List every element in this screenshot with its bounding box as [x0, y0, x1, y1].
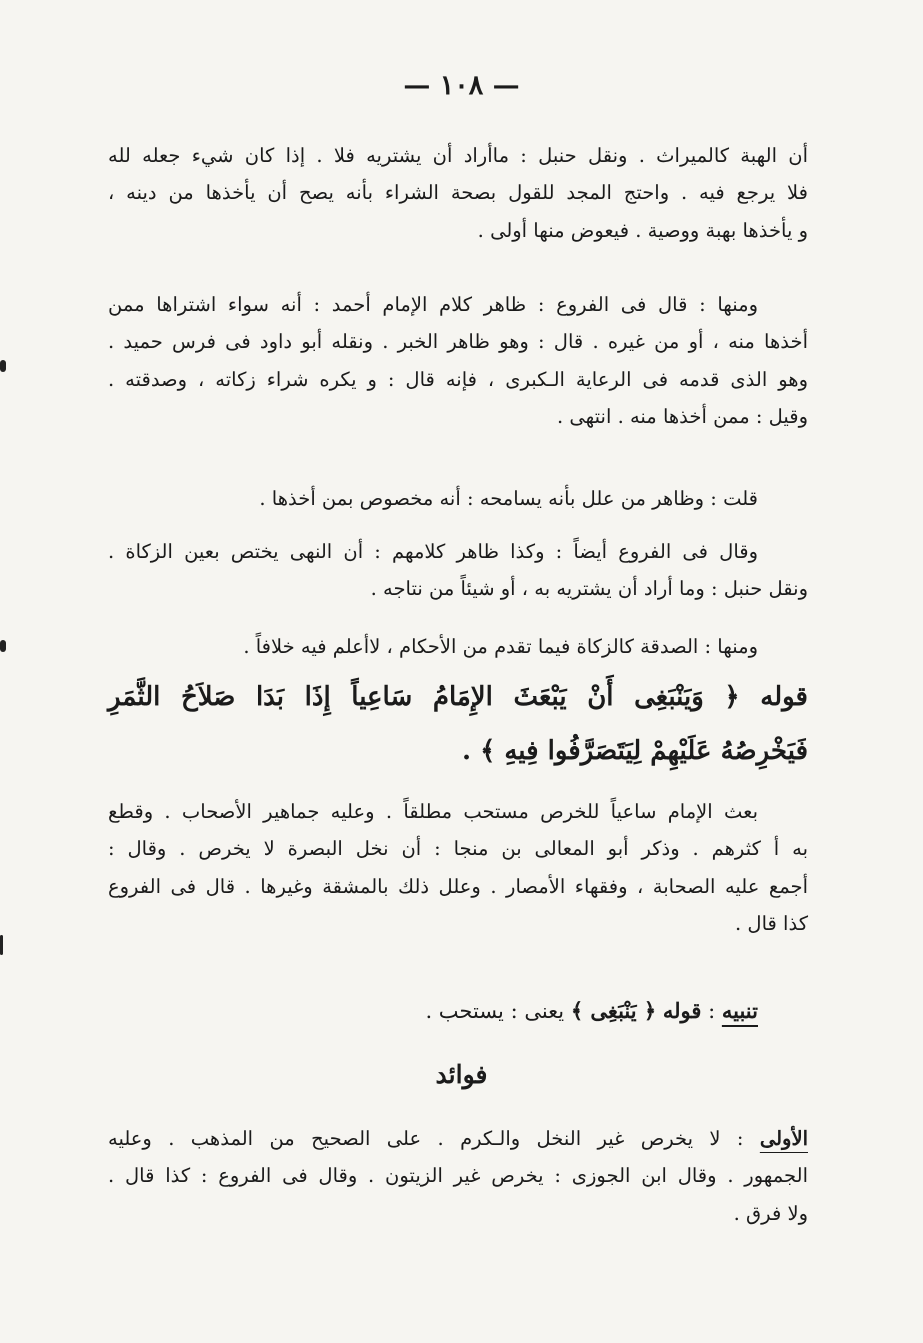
text-line: وقيل : ممن أخذها منه . انتهى . [557, 404, 808, 428]
quote-line: فَيَخْرِصُهُ عَلَيْهِمْ لِيَتَصَرَّفُوا فِيهِ ﴾ . [461, 736, 808, 766]
text-line: قلت : وظاهر من علل بأنه يسامحه : أنه مخصوص بمن أخذها . [259, 487, 758, 510]
paragraph-sadaqa [108, 628, 808, 665]
quoted-word: ﴿ يَنْبَغِى ﴾ [570, 998, 657, 1023]
paragraph-gift-inheritance [108, 137, 808, 249]
ula-text: : لا يخرص غير النخل والـكرم . على الصحيح من المذهب . وعليه [108, 1127, 760, 1150]
paragraph-tanbih [108, 992, 808, 1030]
text-line: فلا يرجع فيه . واحتج المجد للقول بصحة الشراء بأنه يصح أن يأخذها من دينه ، [108, 181, 808, 205]
tanbih-label: تنبيه [721, 998, 758, 1023]
text-line: ومنها : الصدقة كالزكاة فيما تقدم من الأحكام ، لاأعلم فيه خلافاً . [243, 635, 758, 658]
text-line: الجمهور . وقال ابن الجوزى : يخرص غير الزيتون . وقال فى الفروع : كذا قال . [108, 1164, 808, 1188]
paragraph-khars [108, 793, 808, 942]
paragraph-furu-purchase [108, 286, 808, 435]
quote-line [108, 670, 808, 724]
quoted-matn [108, 670, 808, 778]
scan-edge-mark [0, 640, 6, 652]
text-line: وقال فى الفروع أيضاً : وكذا ظاهر كلامهم : أن النهى يختص بعين الزكاة . [108, 540, 758, 563]
paragraph-ula [108, 1120, 808, 1232]
text-line: بعث الإمام ساعياً للخرص مستحب مطلقاً . وعليه جماهير الأصحاب . وقطع [108, 800, 758, 823]
section-heading-fawaid: فوائد [435, 1060, 488, 1089]
text-line: أخذها منه ، أو من غيره . قال : وهو ظاهر الخبر . ونقله أبو داود فى فرس حميد . [108, 330, 808, 354]
scan-edge-mark [0, 935, 3, 955]
text-line: ولا فرق . [733, 1201, 808, 1225]
text-line: أن الهبة كالميراث . ونقل حنبل : ماأراد أن يشتريه فلا . إذا كان شيء جعله لله [108, 144, 808, 167]
text-line: ونقل حنبل : وما أراد أن يشتريه به ، أو شيئاً من نتاجه . [370, 577, 808, 601]
text-line: و يأخذها بهبة ووصية . فيعوض منها أولى . [477, 218, 808, 242]
paragraph-furu-also [108, 533, 808, 608]
ula-label: الأولى [759, 1127, 808, 1150]
tanbih-text: يعنى : يستحب . [425, 999, 571, 1023]
text-line: ومنها : قال فى الفروع : ظاهر كلام الإمام أحمد : أنه سواء اشتراها ممن [108, 293, 758, 316]
text-line: به أ كثرهم . وذكر أبو المعالى بن منجا : أن نخل البصرة لا يخرص . وقال : [108, 837, 808, 861]
separator: : [701, 999, 722, 1023]
paragraph-qultu [108, 480, 808, 517]
qawluhu-label: قوله [662, 998, 702, 1023]
text-line: أجمع عليه الصحابة ، وفقهاء الأمصار . وعلل ذلك بالمشقة وغيرها . قال فى الفروع [108, 874, 808, 898]
text-line: وهو الذى قدمه فى الرعاية الـكبرى ، فإنه قال : و يكره شراء زكاته ، وصدقته . [108, 367, 808, 391]
text-line [108, 992, 808, 1030]
text-line [108, 1120, 808, 1157]
page-number: — ١٠٨ — [403, 70, 520, 101]
quote-text: ﴿ وَيَنْبَغِى أَنْ يَبْعَثَ الإِمَامُ سَاعِياً إِذَا بَدَا صَلاَحُ الثَّمَرِ [108, 682, 740, 712]
scan-edge-mark [0, 360, 6, 372]
qawluhu-label: قوله [760, 682, 808, 712]
text-line: كذا قال . [735, 911, 808, 935]
